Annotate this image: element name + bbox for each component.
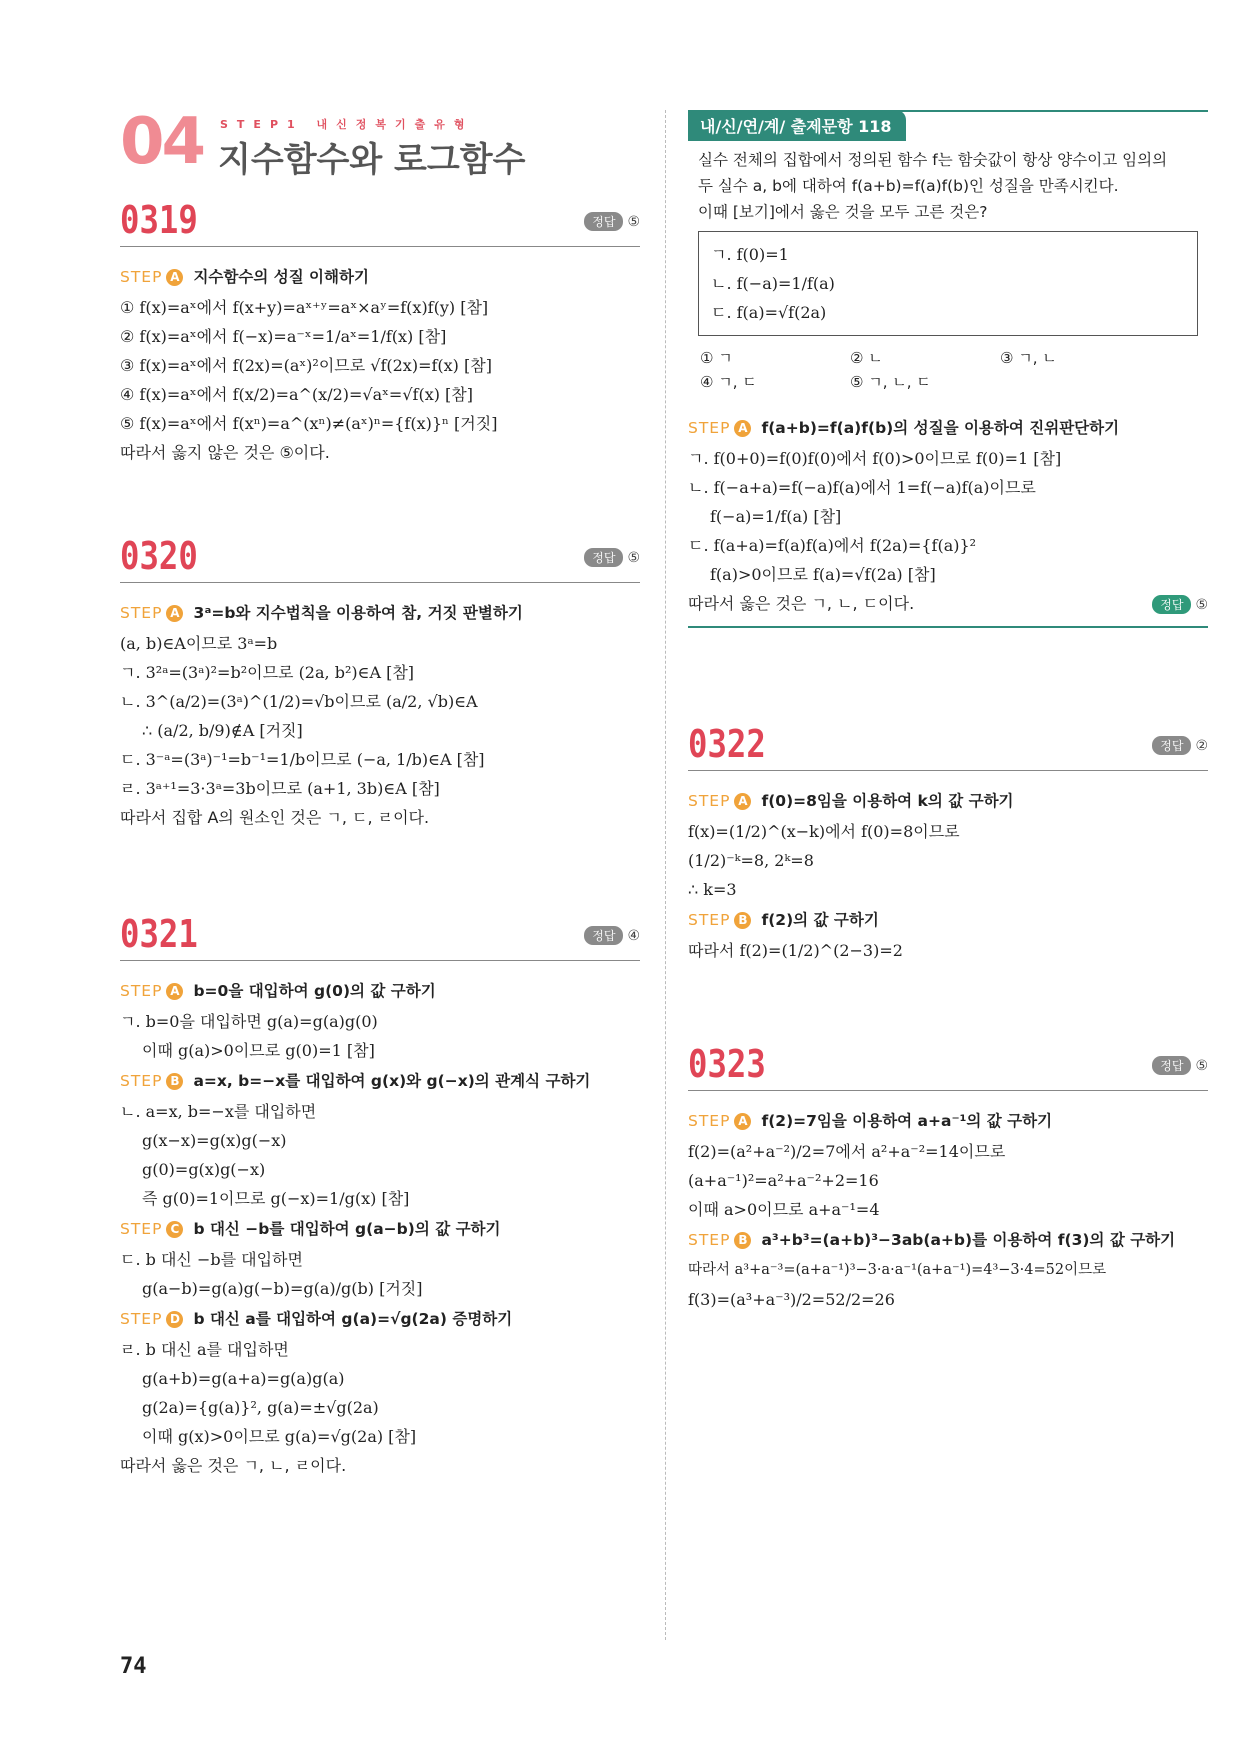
page-number: 74 — [120, 1654, 147, 1679]
solution-conclusion: 따라서 옳은 것은 ㄱ, ㄴ, ㄷ이다. — [688, 594, 915, 613]
choice-2[interactable]: ② ㄴ — [850, 349, 883, 367]
solution-line: g(0)=g(x)g(−x) — [142, 1160, 266, 1179]
answer-value: ⑤ — [1195, 1058, 1208, 1074]
solution-line: ㄱ. 3²ᵃ=(3ᵃ)²=b²이므로 (2a, b²)∈A [참] — [120, 663, 415, 682]
solution-line: ① f(x)=aˣ에서 f(x+y)=aˣ⁺ʸ=aˣ×aʸ=f(x)f(y) [참] — [120, 298, 489, 317]
bogi-item: ㄷ. f(a)=√f(2a) — [711, 303, 827, 322]
chapter-title: 지수함수와 로그함수 — [218, 140, 526, 180]
choice-4[interactable]: ④ ㄱ, ㄷ — [700, 373, 757, 391]
solution-line: (a+a⁻¹)²=a²+a⁻²+2=16 — [688, 1171, 879, 1190]
solution-line: ㄷ. b 대신 −b를 대입하면 — [120, 1250, 303, 1269]
answer-label — [1152, 595, 1208, 614]
answer-label — [584, 548, 640, 567]
step-heading: STEP B a=x, b=−x를 대입하여 g(x)와 g(−x)의 관계식 구하기 — [120, 1072, 591, 1090]
solution-line: f(a)>0이므로 f(a)=√f(2a) [참] — [710, 565, 936, 584]
solution-conclusion: 따라서 집합 A의 원소인 것은 ㄱ, ㄷ, ㄹ이다. — [120, 808, 430, 827]
problem-number: 0322 — [688, 722, 766, 766]
answer-badge: 정답 — [1152, 736, 1191, 755]
answer-label — [1152, 736, 1208, 755]
solution-line: g(2a)={g(a)}², g(a)=±√g(2a) — [142, 1398, 379, 1417]
solution-line: 이때 a>0이므로 a+a⁻¹=4 — [688, 1200, 880, 1219]
bogi-item: ㄴ. f(−a)=1/f(a) — [711, 274, 835, 293]
solution-line: f(3)=(a³+a⁻³)/2=52/2=26 — [688, 1290, 895, 1309]
column-divider — [665, 110, 666, 1640]
solution-line: (1/2)⁻ᵏ=8, 2ᵏ=8 — [688, 851, 814, 870]
problem-number: 0319 — [120, 198, 198, 242]
solution-line: f(2)=(a²+a⁻²)/2=7에서 a²+a⁻²=14이므로 — [688, 1142, 1006, 1161]
answer-value: ⑤ — [627, 214, 640, 230]
choice-1[interactable]: ① ㄱ — [700, 349, 733, 367]
solution-line: ㄴ. a=x, b=−x를 대입하면 — [120, 1102, 317, 1121]
question-line: 실수 전체의 집합에서 정의된 함수 f는 함숫값이 항상 양수이고 임의의 — [698, 151, 1168, 169]
linked-problem — [688, 110, 1208, 628]
problem-0320 — [120, 534, 640, 832]
solution-line: f(−a)=1/f(a) [참] — [710, 507, 842, 526]
step-heading: STEP B a³+b³=(a+b)³−3ab(a+b)를 이용하여 f(3)의 값 구하기 — [688, 1231, 1176, 1249]
answer-badge: 정답 — [1152, 595, 1191, 614]
question-line: 이때 [보기]에서 옳은 것을 모두 고른 것은? — [698, 203, 988, 221]
problem-number: 0320 — [120, 534, 198, 578]
solution-line: ㄴ. f(−a+a)=f(−a)f(a)에서 1=f(−a)f(a)이므로 — [688, 478, 1036, 497]
answer-badge: 정답 — [584, 548, 623, 567]
solution-line: ∴ (a/2, b/9)∉A [거짓] — [142, 721, 303, 740]
answer-label — [1152, 1056, 1208, 1075]
step-label: STEP1 내신정복기출유형 — [220, 118, 474, 131]
choice-3[interactable]: ③ ㄱ, ㄴ — [1000, 349, 1057, 367]
step-heading: STEP D b 대신 a를 대입하여 g(a)=√g(2a) 증명하기 — [120, 1310, 513, 1328]
solution-conclusion: 따라서 옳은 것은 ㄱ, ㄴ, ㄹ이다. — [120, 1456, 347, 1475]
step-heading: STEP C b 대신 −b를 대입하여 g(a−b)의 값 구하기 — [120, 1220, 501, 1238]
solution-line: ㄹ. 3ᵃ⁺¹=3·3ᵃ=3b이므로 (a+1, 3b)∈A [참] — [120, 779, 440, 798]
solution-line: ㄱ. f(0+0)=f(0)f(0)에서 f(0)>0이므로 f(0)=1 [참] — [688, 449, 1062, 468]
solution-line: g(a+b)=g(a+a)=g(a)g(a) — [142, 1369, 345, 1388]
linked-problem-banner: 내/신/연/계/ 출제문항 118 — [688, 110, 906, 141]
answer-choices — [688, 346, 1208, 394]
problem-number: 0321 — [120, 912, 198, 956]
step-heading: STEP A 지수함수의 성질 이해하기 — [120, 268, 369, 286]
chapter-number: 04 — [120, 105, 204, 179]
solution-line: f(x)=(1/2)^(x−k)에서 f(0)=8이므로 — [688, 822, 960, 841]
solution-line: 따라서 a³+a⁻³=(a+a⁻¹)³−3·a·a⁻¹(a+a⁻¹)=4³−3·4=52이므로 — [688, 1262, 1107, 1278]
answer-badge: 정답 — [584, 212, 623, 231]
solution-line: ∴ k=3 — [688, 880, 737, 899]
answer-label — [584, 212, 640, 231]
solution-line: 이때 g(a)>0이므로 g(0)=1 [참] — [142, 1041, 375, 1060]
solution-line: ㄷ. 3⁻ᵃ=(3ᵃ)⁻¹=b⁻¹=1/b이므로 (−a, 1/b)∈A [참] — [120, 750, 485, 769]
step-heading: STEP A 3ᵃ=b와 지수법칙을 이용하여 참, 거짓 판별하기 — [120, 604, 523, 622]
question-line: 두 실수 a, b에 대하여 f(a+b)=f(a)f(b)인 성질을 만족시킨다. — [698, 177, 1119, 195]
bogi-item: ㄱ. f(0)=1 — [711, 245, 789, 264]
solution-line: 이때 g(x)>0이므로 g(a)=√g(2a) [참] — [142, 1427, 417, 1446]
step-heading: STEP A f(a+b)=f(a)f(b)의 성질을 이용하여 진위판단하기 — [688, 419, 1120, 437]
solution-line: ㄹ. b 대신 a를 대입하면 — [120, 1340, 289, 1359]
solution-line: (a, b)∈A이므로 3ᵃ=b — [120, 634, 278, 653]
solution-line: ③ f(x)=aˣ에서 f(2x)=(aˣ)²이므로 √f(2x)=f(x) [참] — [120, 356, 492, 375]
solution-line: g(x−x)=g(x)g(−x) — [142, 1131, 287, 1150]
answer-label — [584, 926, 640, 945]
answer-value: ⑤ — [627, 550, 640, 566]
problem-number: 0323 — [688, 1042, 766, 1086]
answer-value: ② — [1195, 738, 1208, 754]
step-heading: STEP A f(0)=8임을 이용하여 k의 값 구하기 — [688, 792, 1014, 810]
solution-line: 즉 g(0)=1이므로 g(−x)=1/g(x) [참] — [142, 1189, 410, 1208]
solution-line: ㄴ. 3^(a/2)=(3ᵃ)^(1/2)=√b이므로 (a/2, √b)∈A — [120, 692, 478, 711]
problem-0323 — [688, 1042, 1208, 1314]
answer-badge: 정답 — [1152, 1056, 1191, 1075]
step-heading: STEP A f(2)=7임을 이용하여 a+a⁻¹의 값 구하기 — [688, 1112, 1053, 1130]
solution-line: 따라서 f(2)=(1/2)^(2−3)=2 — [688, 941, 903, 960]
solution-line: ④ f(x)=aˣ에서 f(x/2)=a^(x/2)=√aˣ=√f(x) [참] — [120, 385, 473, 404]
solution-line: ㄱ. b=0을 대입하면 g(a)=g(a)g(0) — [120, 1012, 378, 1031]
solution-line: ② f(x)=aˣ에서 f(−x)=a⁻ˣ=1/aˣ=1/f(x) [참] — [120, 327, 447, 346]
step-heading: STEP A b=0을 대입하여 g(0)의 값 구하기 — [120, 982, 436, 1000]
answer-value: ⑤ — [1195, 597, 1208, 613]
step-heading: STEP B f(2)의 값 구하기 — [688, 911, 879, 929]
problem-0319 — [120, 198, 640, 467]
bogi-box — [698, 231, 1198, 336]
problem-0322 — [688, 722, 1208, 965]
answer-badge: 정답 — [584, 926, 623, 945]
choice-5[interactable]: ⑤ ㄱ, ㄴ, ㄷ — [850, 373, 931, 391]
solution-line: ㄷ. f(a+a)=f(a)f(a)에서 f(2a)={f(a)}² — [688, 536, 977, 555]
problem-0321 — [120, 912, 640, 1480]
solution-conclusion: 따라서 옳지 않은 것은 ⑤이다. — [120, 443, 330, 462]
solution-line: ⑤ f(x)=aˣ에서 f(xⁿ)=a^(xⁿ)≠(aˣ)ⁿ={f(x)}ⁿ [거짓] — [120, 414, 498, 433]
answer-value: ④ — [627, 928, 640, 944]
solution-line: g(a−b)=g(a)g(−b)=g(a)/g(b) [거짓] — [142, 1279, 423, 1298]
